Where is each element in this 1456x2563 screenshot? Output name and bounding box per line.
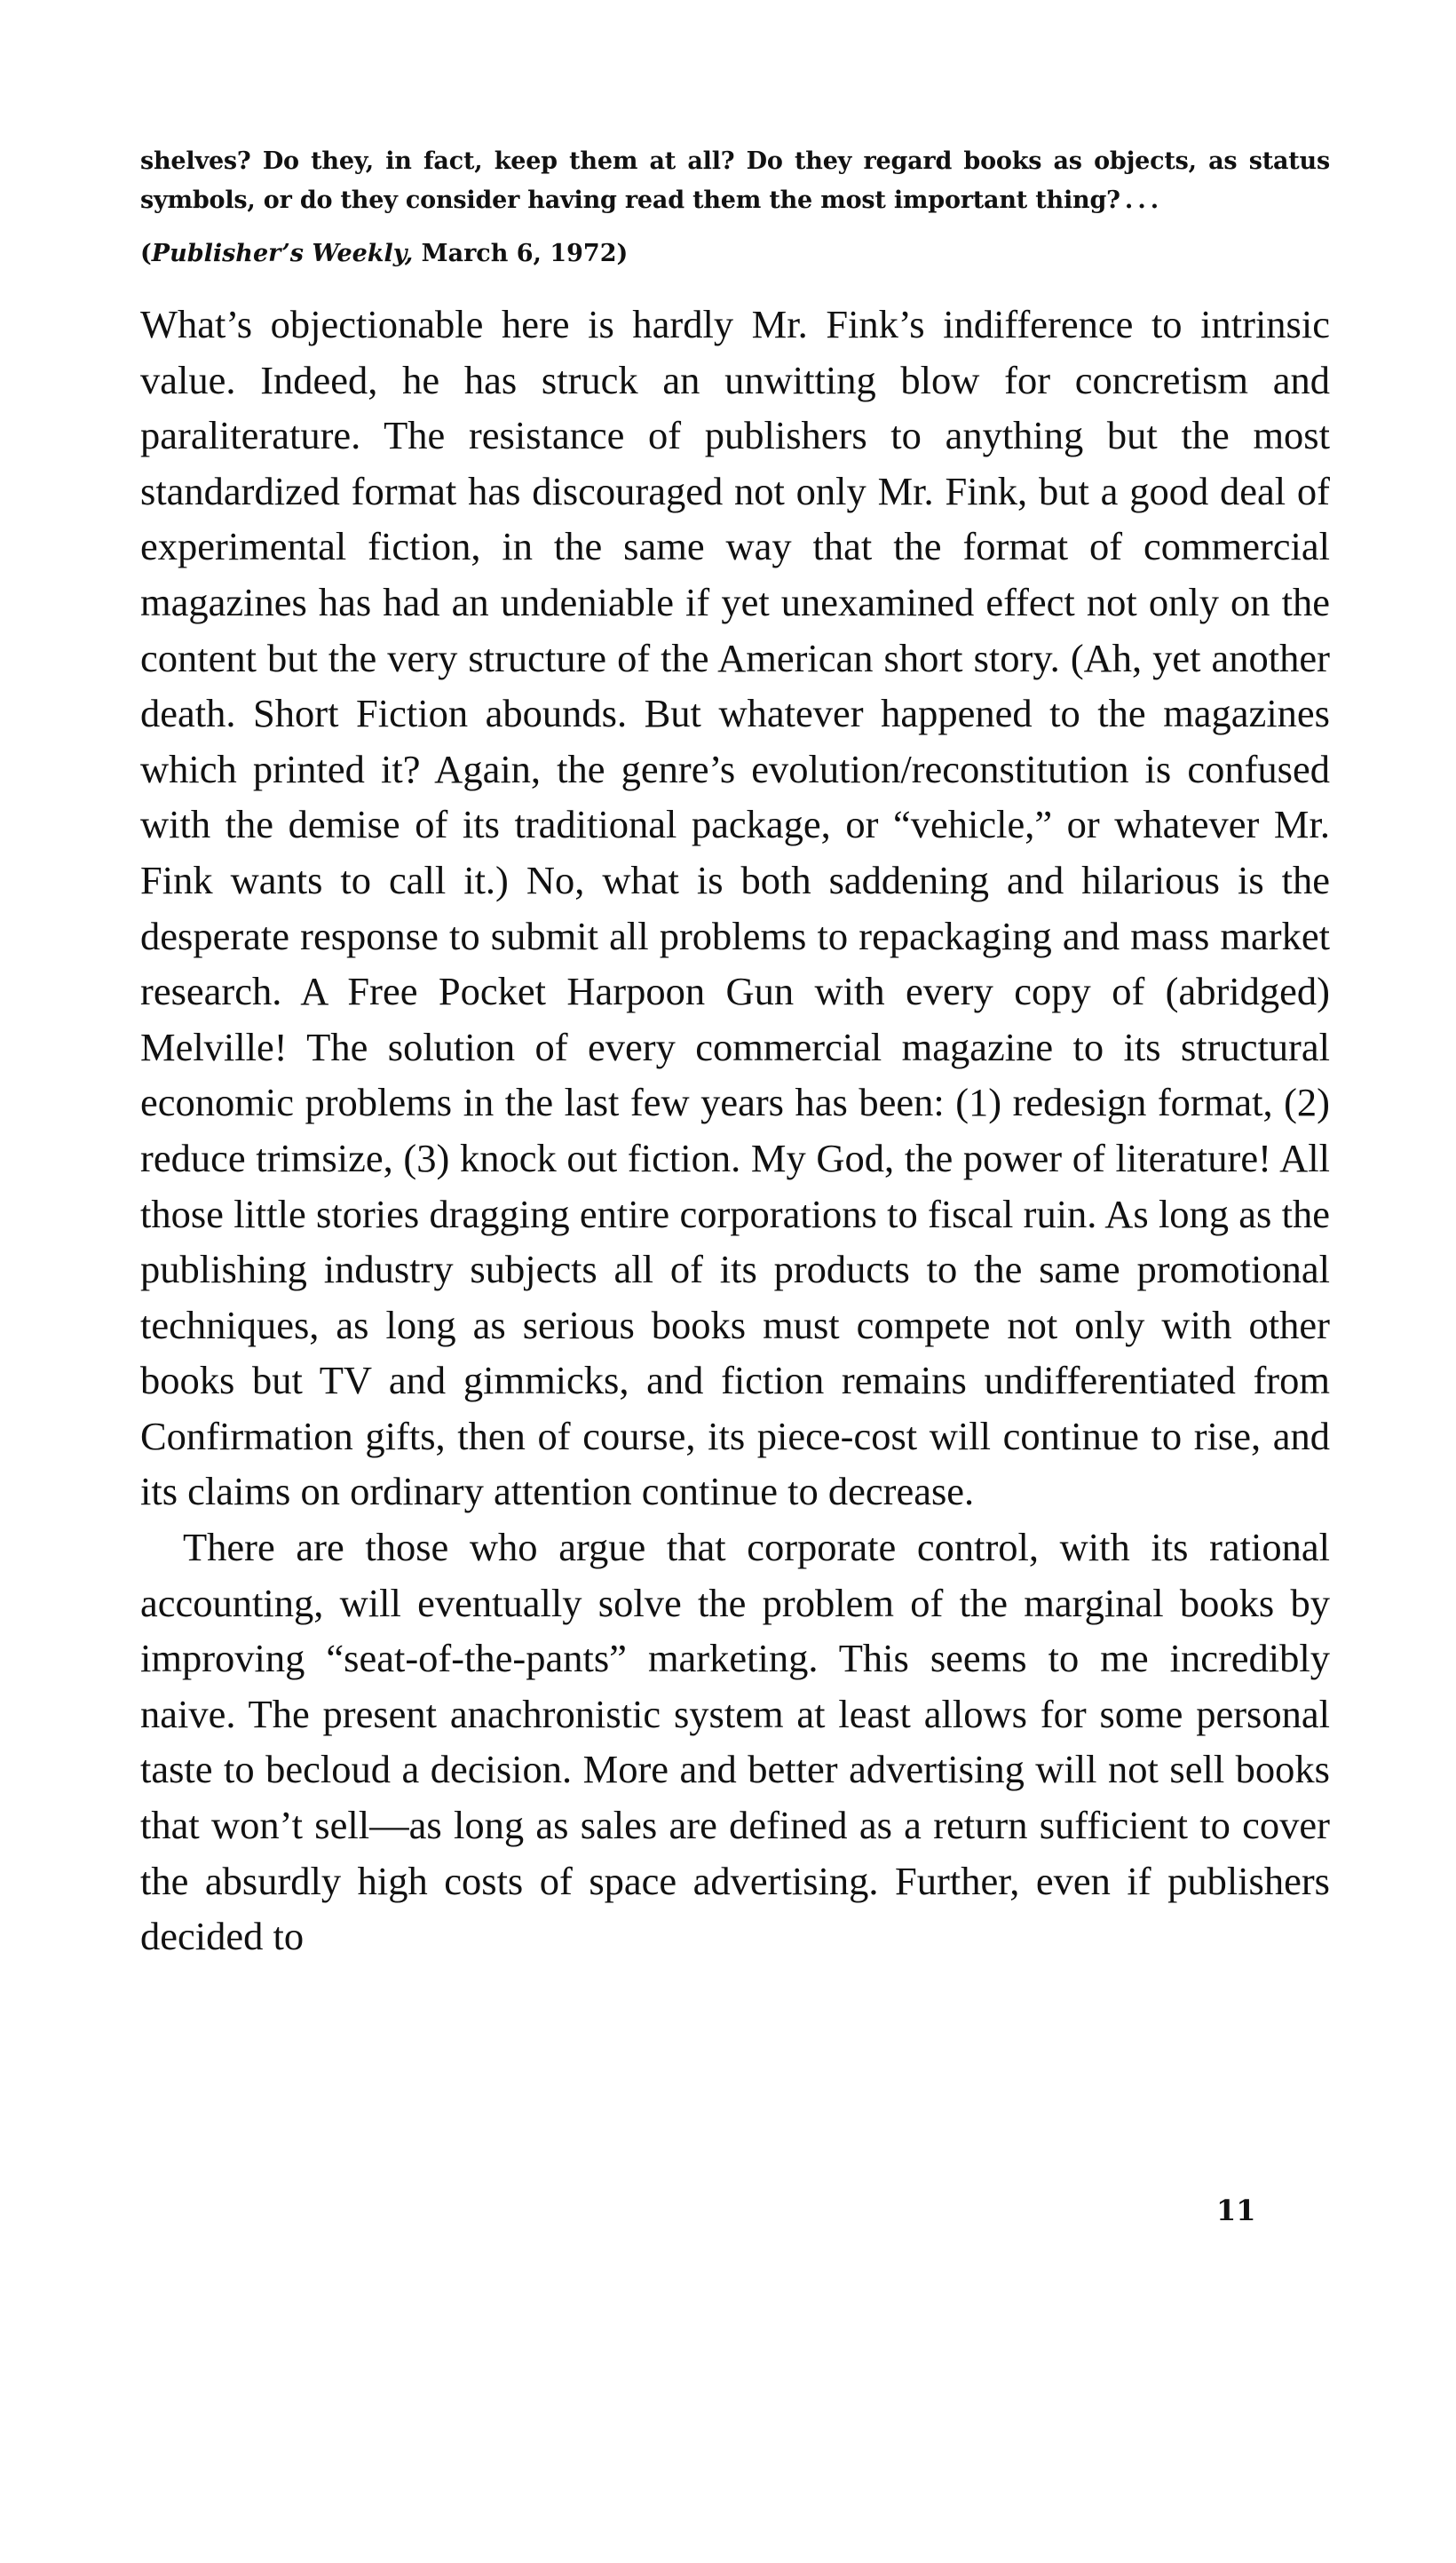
citation-date: March 6, 1972) — [413, 240, 629, 267]
citation-open-paren: ( — [140, 240, 152, 267]
block-quote: shelves? Do they, in fact, keep them at all? Do they regard books as objects, as status symbols, or do they consider having read them the most important thing? . . . — [140, 147, 1330, 214]
page-number: 11 — [1216, 2194, 1256, 2227]
citation-publication: Publisher’s Weekly, — [151, 240, 414, 267]
page-content — [140, 142, 1330, 1964]
quote-citation — [140, 236, 1330, 272]
body-paragraph-2: There are those who argue that corporate control, with its rational accounting, will eventually solve the problem of the marginal books by improving “seat-of-the-pants” marketing. This seems to me incredibly naive. The present anachronistic system at least allows for some personal taste to becloud a decision. More and better advertising will not sell books that won’t sell—as long as sales are defined as a return sufficient to cover the absurdly high costs of space advertising. Further, even if publishers decided to — [140, 1525, 1330, 1959]
body-paragraph-1: What’s objectionable here is hardly Mr. Fink’s indifference to intrinsic value. Indeed, he has struck an unwitting blow for concretism and paraliterature. The resistance of publishers to anything but the most standardized format has discouraged not only Mr. Fink, but a good deal of experimental fiction, in the same way that the format of commercial magazines has had an undeniable if yet unexamined effect not only on the content but the very structure of the American short story. (Ah, yet another death. Short Fiction abounds. But whatever happened to the magazines which printed it? Again, the genre’s evolution/reconstitution is confused with the demise of its traditional package, or “vehicle,” or whatever Mr. Fink wants to call it.) No, what is both saddening and hilarious is the desperate response to submit all problems to repackaging and mass market research. A Free Pocket Harpoon Gun with every copy of (abridged) Melville! The solution of every commercial magazine to its structural economic problems in the last few years has been: (1) redesign format, (2) reduce trimsize, (3) knock out fiction. My God, the power of literature! All those little stories dragging entire corporations to fiscal ruin. As long as the publishing industry subjects all of its products to the same promotional techniques, as long as serious books must compete not only with other books but TV and gimmicks, and fiction remains undifferentiated from Confirmation gifts, then of course, its piece-cost will continue to rise, and its claims on ordinary attention continue to decrease. — [140, 302, 1330, 1514]
